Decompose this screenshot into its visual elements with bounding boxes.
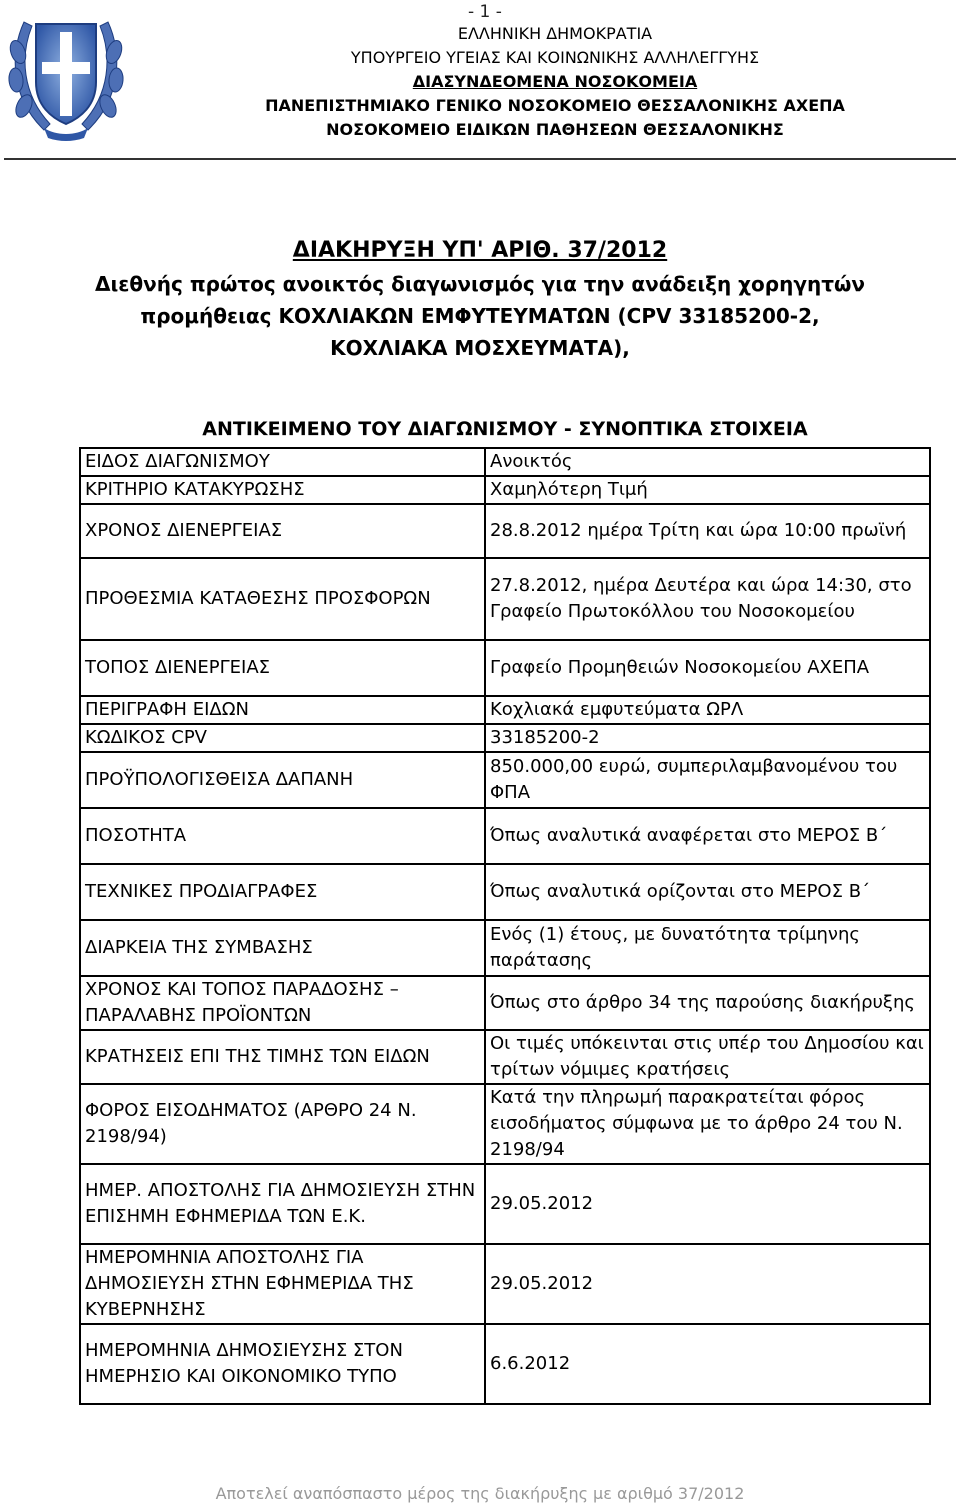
table-row bbox=[80, 864, 930, 920]
row-label: ΤΕΧΝΙΚΕΣ ΠΡΟΔΙΑΓΡΑΦΕΣ bbox=[80, 864, 485, 920]
declaration-subtitle-line: ΚΟΧΛΙΑΚΑ ΜΟΣΧΕΥΜΑΤΑ), bbox=[330, 336, 630, 360]
row-label: ΠΡΟΘΕΣΜΙΑ ΚΑΤΑΘΕΣΗΣ ΠΡΟΣΦΟΡΩΝ bbox=[80, 558, 485, 640]
table-row bbox=[80, 504, 930, 558]
row-label: ΠΕΡΙΓΡΑΦΗ ΕΙΔΩΝ bbox=[80, 696, 485, 724]
row-value: Κοχλιακά εμφυτεύματα ΩΡΛ bbox=[485, 696, 930, 724]
table-row bbox=[80, 640, 930, 696]
table-row bbox=[80, 920, 930, 976]
row-value: 27.8.2012, ημέρα Δευτέρα και ώρα 14:30, στο Γραφείο Πρωτοκόλλου του Νοσοκομείου bbox=[485, 558, 930, 640]
table-row bbox=[80, 1030, 930, 1084]
row-label: ΗΜΕΡΟΜΗΝΙΑ ΑΠΟΣΤΟΛΗΣ ΓΙΑ ΔΗΜΟΣΙΕΥΣΗ ΣΤΗΝ ΕΦΗΜΕΡΙΔΑ ΤΗΣ ΚΥΒΕΡΝΗΣΗΣ bbox=[80, 1244, 485, 1324]
row-label: ΠΡΟΫΠΟΛΟΓΙΣΘΕΙΣΑ ΔΑΠΑΝΗ bbox=[80, 752, 485, 808]
row-value: 850.000,00 ευρώ, συμπεριλαμβανομένου του ΦΠΑ bbox=[485, 752, 930, 808]
row-value: 29.05.2012 bbox=[485, 1164, 930, 1244]
row-label: ΗΜΕΡ. ΑΠΟΣΤΟΛΗΣ ΓΙΑ ΔΗΜΟΣΙΕΥΣΗ ΣΤΗΝ ΕΠΙΣΗΜΗ ΕΦΗΜΕΡΙΔΑ ΤΩΝ Ε.Κ. bbox=[80, 1164, 485, 1244]
row-label: ΔΙΑΡΚΕΙΑ ΤΗΣ ΣΥΜΒΑΣΗΣ bbox=[80, 920, 485, 976]
row-label: ΕΙΔΟΣ ΔΙΑΓΩΝΙΣΜΟΥ bbox=[80, 448, 485, 476]
row-label: ΗΜΕΡΟΜΗΝΙΑ ΔΗΜΟΣΙΕΥΣΗΣ ΣΤΟΝ ΗΜΕΡΗΣΙΟ ΚΑΙ ΟΙΚΟΝΟΜΙΚΟ ΤΥΠΟ bbox=[80, 1324, 485, 1404]
row-value: Κατά την πληρωμή παρακρατείται φόρος εισοδήματος σύμφωνα με το άρθρο 24 του Ν. 2198/94 bbox=[485, 1084, 930, 1164]
declaration-subtitle bbox=[60, 268, 900, 364]
table-row bbox=[80, 976, 930, 1030]
row-value: Χαμηλότερη Τιμή bbox=[485, 476, 930, 504]
table-row bbox=[80, 1244, 930, 1324]
header-ministry: ΥΠΟΥΡΓΕΙΟ ΥΓΕΙΑΣ ΚΑΙ ΚΟΙΝΩΝΙΚΗΣ ΑΛΛΗΛΕΓΓΥΗΣ bbox=[350, 48, 760, 67]
header-hospital-ahepa: ΠΑΝΕΠΙΣΤΗΜΙΑΚΟ ΓΕΝΙΚΟ ΝΟΣΟΚΟΜΕΙΟ ΘΕΣΣΑΛΟΝΙΚΗΣ ΑΧΕΠΑ bbox=[265, 96, 845, 115]
table-row bbox=[80, 476, 930, 504]
row-value: Ενός (1) έτους, με δυνατότητα τρίμηνης παράτασης bbox=[485, 920, 930, 976]
row-label: ΧΡΟΝΟΣ ΚΑΙ ΤΟΠΟΣ ΠΑΡΑΔΟΣΗΣ – ΠΑΡΑΛΑΒΗΣ ΠΡΟΪΟΝΤΩΝ bbox=[80, 976, 485, 1030]
row-label: ΧΡΟΝΟΣ ΔΙΕΝΕΡΓΕΙΑΣ bbox=[80, 504, 485, 558]
summary-table bbox=[79, 447, 931, 1405]
header bbox=[150, 22, 960, 142]
row-value: Ανοικτός bbox=[485, 448, 930, 476]
row-value: Γραφείο Προμηθειών Νοσοκομείου ΑΧΕΠΑ bbox=[485, 640, 930, 696]
row-value: Οι τιμές υπόκεινται στις υπέρ του Δημοσίου και τρίτων νόμιμες κρατήσεις bbox=[485, 1030, 930, 1084]
table-row bbox=[80, 752, 930, 808]
greek-coat-of-arms-icon bbox=[4, 2, 128, 142]
table-row bbox=[80, 724, 930, 752]
row-value: Όπως αναλυτικά ορίζονται στο ΜΕΡΟΣ Β΄ bbox=[485, 864, 930, 920]
declaration-subtitle-line: προμήθειας ΚΟΧΛΙΑΚΩΝ ΕΜΦΥΤΕΥΜΑΤΩΝ (CPV 33185200-2, bbox=[140, 304, 820, 328]
row-value: 28.8.2012 ημέρα Τρίτη και ώρα 10:00 πρωϊνή bbox=[485, 504, 930, 558]
row-label: ΚΩΔΙΚΟΣ CPV bbox=[80, 724, 485, 752]
row-label: ΚΡΑΤΗΣΕΙΣ ΕΠΙ ΤΗΣ ΤΙΜΗΣ ΤΩΝ ΕΙΔΩΝ bbox=[80, 1030, 485, 1084]
table-row bbox=[80, 696, 930, 724]
row-value: 29.05.2012 bbox=[485, 1244, 930, 1324]
declaration-title: ΔΙΑΚΗΡΥΞΗ ΥΠ' ΑΡΙΘ. 37/2012 bbox=[292, 238, 668, 263]
header-hospital-special: ΝΟΣΟΚΟΜΕΙΟ ΕΙΔΙΚΩΝ ΠΑΘΗΣΕΩΝ ΘΕΣΣΑΛΟΝΙΚΗΣ bbox=[326, 120, 784, 139]
row-label: ΦΟΡΟΣ ΕΙΣΟΔΗΜΑΤΟΣ (ΑΡΘΡΟ 24 Ν. 2198/94) bbox=[80, 1084, 485, 1164]
header-divider bbox=[4, 158, 956, 160]
row-label: ΠΟΣΟΤΗΤΑ bbox=[80, 808, 485, 864]
row-label: ΚΡΙΤΗΡΙΟ ΚΑΤΑΚΥΡΩΣΗΣ bbox=[80, 476, 485, 504]
row-value: 6.6.2012 bbox=[485, 1324, 930, 1404]
page-number: - 1 - bbox=[468, 2, 502, 22]
row-value: Όπως αναλυτικά αναφέρεται στο ΜΕΡΟΣ Β΄ bbox=[485, 808, 930, 864]
header-country: ΕΛΛΗΝΙΚΗ ΔΗΜΟΚΡΑΤΙΑ bbox=[457, 24, 653, 43]
table-row bbox=[80, 558, 930, 640]
row-label: ΤΟΠΟΣ ΔΙΕΝΕΡΓΕΙΑΣ bbox=[80, 640, 485, 696]
declaration-subtitle-line: Διεθνής πρώτος ανοικτός διαγωνισμός για την ανάδειξη χορηγητών bbox=[95, 272, 865, 296]
table-row bbox=[80, 1324, 930, 1404]
table-row bbox=[80, 448, 930, 476]
footer-note: Αποτελεί αναπόσπαστο μέρος της διακήρυξης με αριθμό 37/2012 bbox=[215, 1484, 745, 1503]
table-row bbox=[80, 808, 930, 864]
table-row bbox=[80, 1164, 930, 1244]
row-value: Όπως στο άρθρο 34 της παρούσης διακήρυξης bbox=[485, 976, 930, 1030]
section-title: ΑΝΤΙΚΕΙΜΕΝΟ ΤΟΥ ΔΙΑΓΩΝΙΣΜΟΥ - ΣΥΝΟΠΤΙΚΑ ΣΤΟΙΧΕΙΑ bbox=[202, 418, 808, 440]
row-value: 33185200-2 bbox=[485, 724, 930, 752]
table-row bbox=[80, 1084, 930, 1164]
header-hospitals-group: ΔΙΑΣΥΝΔΕΟΜΕΝΑ ΝΟΣΟΚΟΜΕΙΑ bbox=[412, 72, 698, 91]
